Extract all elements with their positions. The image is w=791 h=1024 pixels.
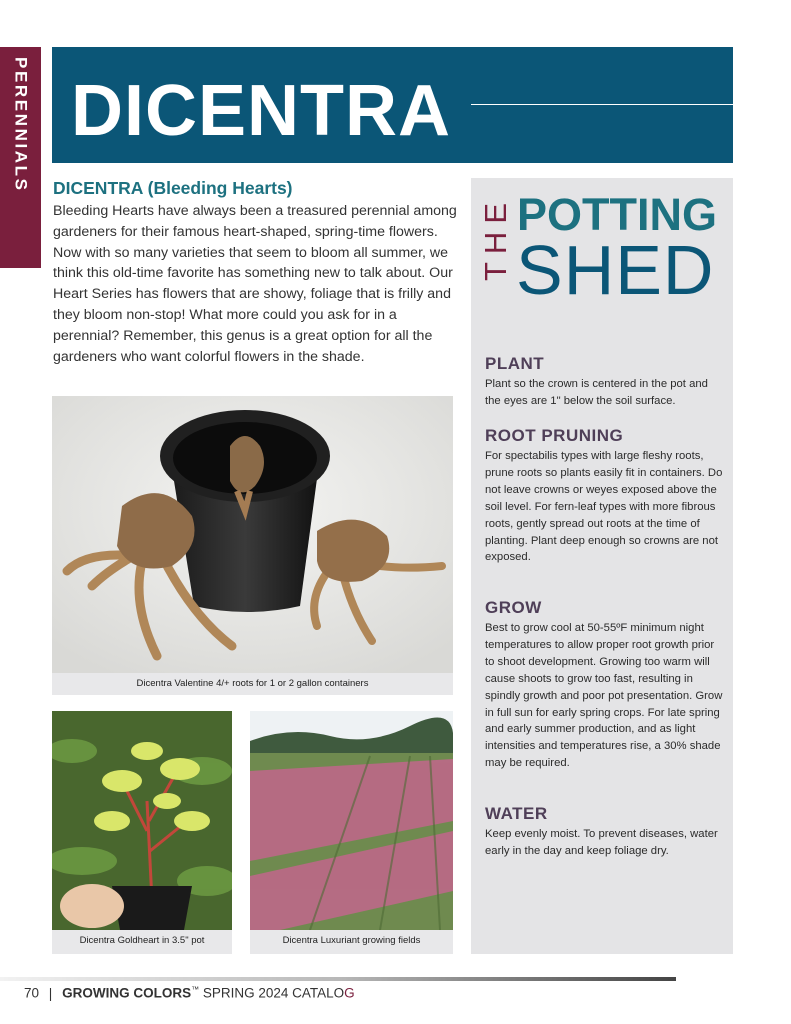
section-heading: PLANT [485,354,545,373]
shed-the-label: THE [478,195,513,281]
intro-text: Bleeding Hearts have always been a treasured perennial among gardeners for their famous heart-shaped, spring-time flowers. Now with so many varieties that seem to bloom all summer, we think this old-time favorite has something new to talk about. Our Heart Series has flowers that are showy, foliage that is frilly and they bloom non-stop! What more could you ask for in a perennial? Remember, this genus is a great option for all the gardeners who want colorful flowers in the shade. [53,203,457,365]
section-water [485,804,725,860]
section-tab [0,47,41,268]
footer-catalog: SPRING 2024 CATALO [199,985,345,1001]
potting-shed-panel [471,178,733,954]
roots-illustration [52,396,453,673]
section-heading: ROOT PRUNING [485,426,624,445]
caption-valentine: Dicentra Valentine 4/+ roots for 1 or 2 gallon containers [52,673,453,695]
caption-luxuriant: Dicentra Luxuriant growing fields [250,930,453,954]
page-title: DICENTRA [71,71,451,151]
page-footer [24,985,355,1001]
footer-separator: | [48,985,53,1001]
fields-illustration [250,711,453,930]
caption-goldheart: Dicentra Goldheart in 3.5" pot [52,930,232,954]
photo-goldheart [52,711,232,930]
section-body: Best to grow cool at 50-55ºF minimum night temperatures to allow proper root growth prior to shoot development. Growing too warm will cause shoots to grow too fast, resulting in spindly growth and poor pot presentation. Grow in full sun for early spring crops. For late spring and early summer production, and as light intensities and temperatures rise, a 30% shade may be required. [485,622,723,770]
section-heading: GROW [485,598,542,617]
section-body: For spectabilis types with large fleshy roots, prune roots so plants easily fit in containers. Do not leave crowns or weyes exposed above the soil level. For fern-leaf types with more fibrous roots, gently spread out roots at the time of planting. Plant deep enough so crowns are not exposed. [485,450,723,564]
section-body: Keep evenly moist. To prevent diseases, water early in the day and keep foliage dry. [485,828,718,857]
shed-shed-label: SHED [516,231,715,309]
footer-trademark: ™ [191,985,200,994]
section-root-pruning [485,426,725,566]
section-plant [485,354,725,410]
section-grow [485,598,725,772]
photo-valentine-roots [52,396,453,673]
intro-title: DICENTRA (Bleeding Hearts) [53,178,293,198]
section-body: Plant so the crown is centered in the pot and the eyes are 1" below the soil surface. [485,378,708,407]
section-heading: WATER [485,804,548,823]
title-banner [52,47,733,163]
section-tab-label: PERENNIALS [11,57,31,193]
banner-rule [471,104,733,105]
footer-brand: GROWING COLORS [62,985,192,1001]
footer-catalog-end: G [344,985,355,1001]
footer-rule [0,977,676,981]
goldheart-illustration [52,711,232,930]
photo-luxuriant-fields [250,711,453,930]
shed-potting-label: POTTING [517,189,717,240]
page-number: 70 [24,985,40,1001]
